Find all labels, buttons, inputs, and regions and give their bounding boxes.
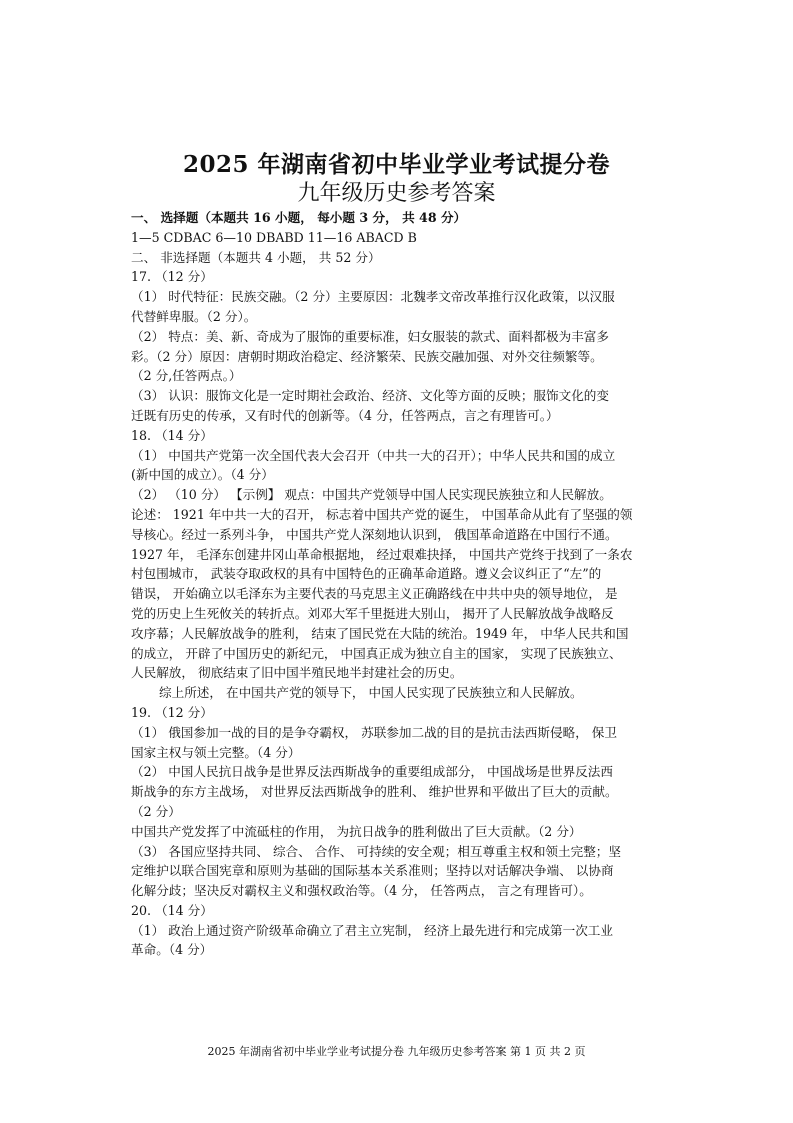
section-heading-choice: 一、 选择题（本题共 16 小题， 每小题 3 分， 共 48 分） xyxy=(131,210,467,225)
document-title: 2025 年湖南省初中毕业学业考试提分卷 xyxy=(182,151,611,178)
answer-line: 论述： 1921 年中共一大的召开， 标志着中国共产党的诞生， 中国革命从此有了坚强的领 xyxy=(131,506,633,522)
answer-line: （2） 特点：美、新、奇成为了服饰的重要标准，妇女服装的款式、面料都极为丰富多 xyxy=(131,328,609,344)
answer-body xyxy=(131,208,671,960)
document-subtitle: 九年级历史参考答案 xyxy=(297,181,496,206)
question-18-heading: 18. （14 分） xyxy=(131,427,213,443)
answer-line: 1927 年， 毛泽东创建井冈山革命根据地， 经过艰难抉择， 中国共产党终于找到了一条农 xyxy=(131,546,633,562)
answer-line: 化解分歧；坚决反对霸权主义和强权政治等。（4 分， 任答两点， 言之有理皆可）。 xyxy=(131,883,592,899)
answer-line: （3） 各国应坚持共同、 综合、 合作、 可持续的安全观；相互尊重主权和领土完整；坚 xyxy=(131,843,621,859)
page-footer: 2025 年湖南省初中毕业学业考试提分卷 九年级历史参考答案 第 1 页 共 2 页 xyxy=(207,1045,586,1058)
answer-line: 彩。（2 分）原因：唐朝时期政治稳定、经济繁荣、民族交融加强、对外交往频繁等。 xyxy=(131,348,603,364)
answer-line: 革命。（4 分） xyxy=(131,942,213,958)
answer-line: 中国共产党发挥了中流砥柱的作用， 为抗日战争的胜利做出了巨大贡献。（2 分） xyxy=(131,823,582,839)
answer-line: （1） 俄国参加一战的目的是争夺霸权， 苏联参加二战的目的是抗击法西斯侵略， 保卫 xyxy=(131,724,617,740)
question-19-heading: 19. （12 分） xyxy=(131,704,213,720)
answer-line: 错误， 开始确立以毛泽东为主要代表的马克思主义正确路线在中共中央的领导地位， 是 xyxy=(131,586,618,602)
answer-line: （3） 认识：服饰文化是一定时期社会政治、经济、文化等方面的反映；服饰文化的变 xyxy=(131,388,609,404)
answer-line: 攻序幕；人民解放战争的胜利， 结束了国民党在大陆的统治。1949 年， 中华人民共和国 xyxy=(131,625,629,641)
answer-line: （2） （10 分） 【示例】 观点：中国共产党领导中国人民实现民族独立和人民解放。 xyxy=(131,487,612,503)
answer-line: 党的历史上生死攸关的转折点。刘邓大军千里挺进大别山， 揭开了人民解放战争战略反 xyxy=(131,605,614,621)
answer-line: 人民解放， 彻底结束了旧中国半殖民地半封建社会的历史。 xyxy=(131,665,463,681)
answer-line: 代替鲜卑服。（2 分）。 xyxy=(131,308,257,324)
answer-line: （2 分） xyxy=(131,803,181,819)
answer-line: (新中国的成立）。（4 分） xyxy=(131,467,274,483)
answer-line: （1） 政治上通过资产阶级革命确立了君主立宪制， 经济上最先进行和完成第一次工业 xyxy=(131,922,613,938)
answer-line: 定维护以联合国宪章和原则为基础的国际基本关系准则；坚持以对话解决争端、 以协商 xyxy=(131,863,614,879)
question-20-heading: 20. （14 分） xyxy=(131,902,213,918)
answer-line: 的成立， 开辟了中国历史的新纪元， 中国真正成为独立自主的国家， 实现了民族独立、 xyxy=(131,645,622,661)
question-17-heading: 17. （12 分） xyxy=(131,269,213,285)
answer-line: （1） 时代特征：民族交融。（2 分）主要原因：北魏孝文帝改革推行汉化政策，以汉服 xyxy=(131,289,615,305)
answer-line: （2） 中国人民抗日战争是世界反法西斯战争的重要组成部分， 中国战场是世界反法西 xyxy=(131,764,613,780)
choice-answers: 1—5 CDBAC 6—10 DBABD 11—16 ABACD B xyxy=(131,229,417,245)
answer-line: 综上所述， 在中国共产党的领导下， 中国人民实现了民族独立和人民解放。 xyxy=(159,685,583,701)
answer-line: 国家主权与领土完整。（4 分） xyxy=(131,744,301,760)
answer-line: 导核心。经过一系列斗争， 中国共产党人深刻地认识到， 俄国革命道路在中国行不通。 xyxy=(131,526,618,542)
section-heading-nonchoice: 二、 非选择题（本题共 4 小题， 共 52 分） xyxy=(131,249,381,265)
answer-line: 斯战争的东方主战场， 对世界反法西斯战争的胜利、 维护世界和平做出了巨大的贡献。 xyxy=(131,784,618,800)
answer-line: （1） 中国共产党第一次全国代表大会召开（中共一大的召开）；中华人民共和国的成立 xyxy=(131,447,616,463)
answer-line: 迁既有历史的传承，又有时代的创新等。（4 分，任答两点，言之有理皆可。） xyxy=(131,407,559,423)
answer-line: 村包围城市， 武装夺取政权的具有中国特色的正确革命道路。遵义会议纠正了“左”的 xyxy=(131,566,602,582)
answer-line: （2 分,任答两点。） xyxy=(131,368,242,384)
